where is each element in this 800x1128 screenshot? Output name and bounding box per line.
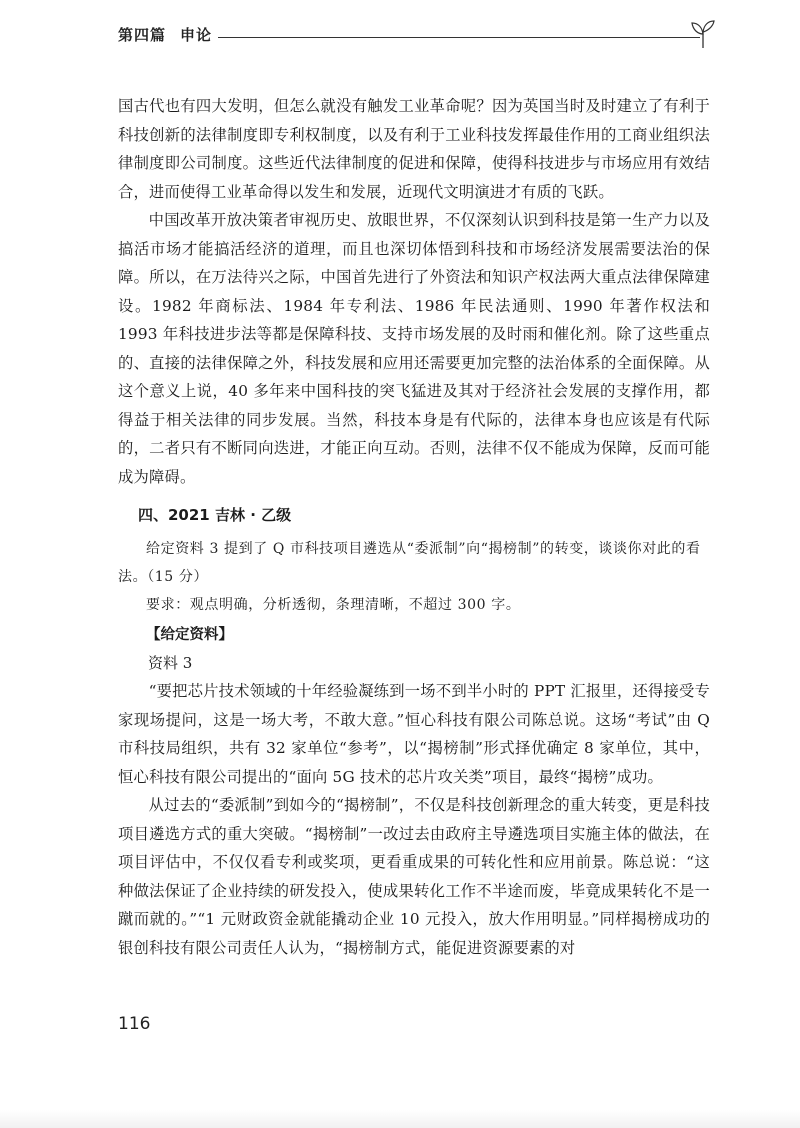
section-title: 四、2021 吉林 · 乙级 xyxy=(138,506,292,524)
material-paragraph: 从过去的“委派制”到如今的“揭榜制”，不仅是科技创新理念的重大转变，更是科技项目遴选方式的重大突破。“揭榜制”一改过去由政府主导遴选项目实施主体的做法，在项目评估中，不仅仅看专利或奖项，更看重成果的可转化性和应用前景。陈总说：“这种做法保证了企业持续的研发投入，使成果转化工作不半途而废，毕竟成果转化不是一蹴而就的。”“1 元财政资金就能撬动企业 10 元投入，放大作用明显。”同样揭榜成功的银创科技有限公司责任人认为，“揭榜制方式，能促进资源要素的对 xyxy=(118,796,710,957)
header-section: 申论 xyxy=(180,26,213,44)
material-paragraph: “要把芯片技术领域的十年经验凝练到一场不到半小时的 PPT 汇报里，还得接受专家现场提问，这是一场大考，不敢大意。”恒心科技有限公司陈总说。这场“考试”由 Q 市科技局组织，共有 32 家单位“参考”，以“揭榜制”形式择优确定 8 家单位，其中，恒心科技有限公司提出的“面向 5G 技术的芯片攻关类”项目，最终“揭榜”成功。 xyxy=(118,682,710,786)
paragraph-continued: 国古代也有四大发明，但怎么就没有触发工业革命呢？因为英国当时及时建立了有利于科技创新的法律制度即专利权制度，以及有利于工业科技发挥最佳作用的工商业组织法律制度即公司制度。这些近代法律制度的促进和保障，使得科技进步与市场应用有效结合，进而使得工业革命得以发生和发展，近现代文明演进才有质的飞跃。 xyxy=(118,97,710,201)
header-part: 第四篇 xyxy=(118,26,167,44)
material-number: 资料 3 xyxy=(148,654,193,672)
page-body xyxy=(118,92,710,962)
page-number: 116 xyxy=(118,1014,151,1034)
header-rule xyxy=(218,37,700,38)
header-title xyxy=(118,24,212,45)
question-text: 给定资料 3 提到了 Q 市科技项目遴选从“委派制”向“揭榜制”的转变，谈谈你对此的看法。（15 分） xyxy=(118,541,701,585)
requirement-text: 要求：观点明确，分析透彻，条理清晰，不超过 300 字。 xyxy=(146,597,521,613)
scan-edge xyxy=(0,1110,800,1128)
paragraph: 中国改革开放决策者审视历史、放眼世界，不仅深刻认识到科技是第一生产力以及搞活市场才能搞活经济的道理，而且也深切体悟到科技和市场经济发展需要法治的保障。所以，在万法待兴之际，中国首先进行了外资法和知识产权法两大重点法律保障建设。1982 年商标法、1984 年专利法、1986 年民法通则、1990 年著作权法和 1993 年科技进步法等都是保障科技、支持市场发展的及时雨和催化剂。除了这些重点的、直接的法律保障之外，科技发展和应用还需要更加完整的法治体系的全面保障。从这个意义上说，40 多年来中国科技的突飞猛进及其对于经济社会发展的支撑作用，都得益于相关法律的同步发展。当然，科技本身是有代际的，法律本身也应该是有代际的，二者只有不断同向迭进，才能正向互动。否则，法律不仅不能成为保障，反而可能成为障碍。 xyxy=(118,211,710,486)
sprout-icon xyxy=(688,18,718,50)
material-label: 【给定资料】 xyxy=(146,627,233,643)
running-header xyxy=(118,18,718,52)
